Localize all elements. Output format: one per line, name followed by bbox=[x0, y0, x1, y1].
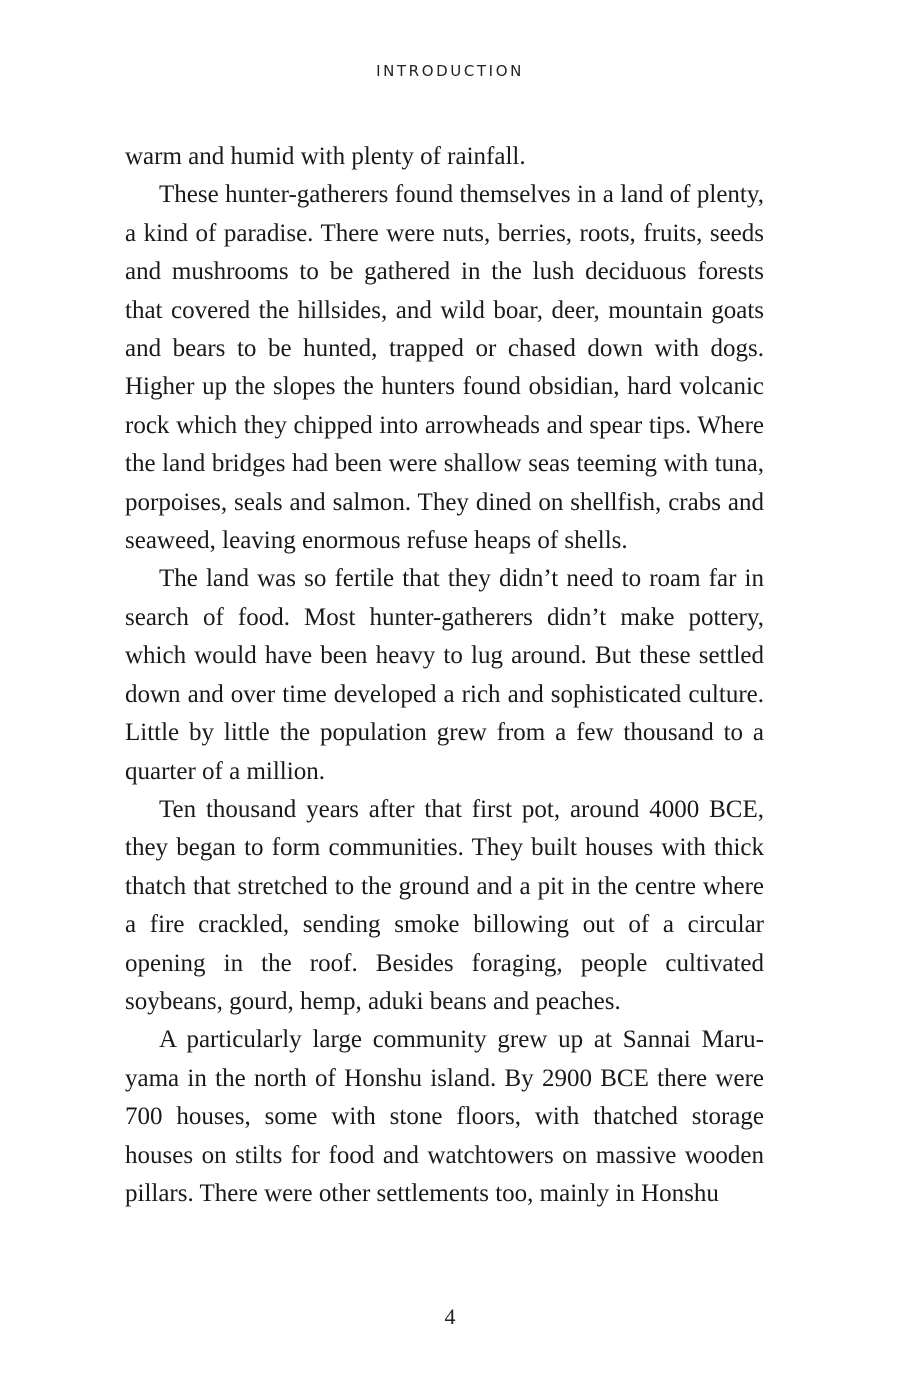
paragraph-fertile-land: The land was so fertile that they didn’t need to roam far in search of food. Most hunter-gatherers didn’t make pottery, which would have been heavy to lug around. But these settled down and over time developed a rich and sophisticated culture. Little by little the population grew from a few thousand to a quarter of a million. bbox=[125, 565, 764, 785]
paragraph-communities: Ten thousand years after that first pot, around 4000 BCE, they began to form communities. They built houses with thick thatch that stretched to the ground and a pit in the centre where a fire crackled, sending smoke billowing out of a circular opening in the roof. Besides foraging, people cultivated soybeans, gourd, hemp, aduki beans and peaches. bbox=[125, 795, 764, 1015]
paragraph-hunter-gatherers: These hunter-gatherers found themselves in a land of plenty, a kind of paradise. There were nuts, berries, roots, fruits, seeds and mushrooms to be gathered in the lush deciduous forests that covered the hillsides, and wild boar, deer, mountain goats and bears to be hunted, trapped or chased down with dogs. Higher up the slopes the hunters found obsidian, hard volcanic rock which they chipped into arrowheads and spear tips. Where the land bridges had been were shallow seas teeming with tuna, porpoises, seals and salmon. They dined on shellfish, crabs and seaweed, leaving enormous refuse heaps of shells. bbox=[125, 181, 764, 555]
paragraph-sannai-maruyama: A particularly large community grew up at Sannai Maruyama in the north of Honshu island. By 2900 BCE there were 700 houses, some with stone floors, with thatched storage houses on stilts for food and watchtowers on massive wooden pillars. There were other settlements too, mainly in Honshu bbox=[125, 1026, 764, 1207]
paragraph-continued: warm and humid with plenty of rainfall. bbox=[125, 143, 526, 170]
running-head: INTRODUCTION bbox=[376, 62, 524, 80]
body-text bbox=[125, 138, 764, 1213]
page-number: 4 bbox=[444, 1304, 456, 1329]
